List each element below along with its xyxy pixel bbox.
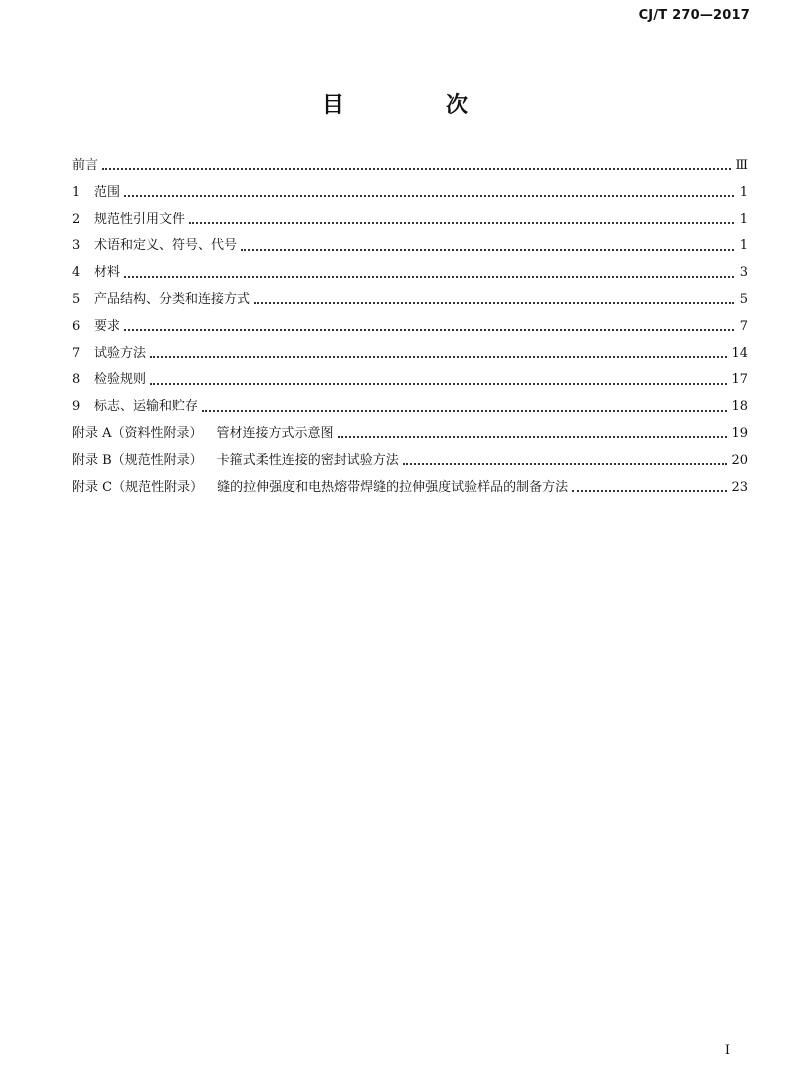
toc-page: 1 [739,211,748,227]
toc-page: 1 [739,238,748,254]
toc-number: 6 [72,318,81,334]
dot-leader [150,383,727,385]
toc-label: 检验规则 [94,372,147,388]
dot-leader [124,276,734,278]
toc-entry-2[interactable] [72,208,748,235]
toc-label: 范围 [94,184,121,200]
toc-entry-4[interactable] [72,261,748,288]
toc-entry-appendix-b[interactable] [72,449,748,476]
toc-number: 1 [72,184,81,200]
dot-leader [124,195,734,197]
toc-label: 前言 [72,158,99,173]
toc-label: 附录 B（规范性附录） [72,452,203,468]
dot-leader [338,436,728,438]
toc-label: 附录 A（资料性附录） [72,425,203,441]
dot-leader [150,356,727,358]
dot-leader [403,463,728,465]
dot-leader [241,249,734,251]
dot-leader [124,329,734,331]
toc-page: 7 [739,318,748,334]
toc-number: 9 [72,399,81,415]
toc-page: 19 [731,425,748,441]
page-number: I [724,1043,730,1058]
toc-number: 3 [72,238,81,254]
toc-entry-6[interactable] [72,315,748,342]
toc-entry-8[interactable] [72,368,748,395]
toc-entry-7[interactable] [72,342,748,369]
toc-number: 4 [72,265,81,281]
dot-leader [202,410,727,412]
toc-label: 要求 [94,318,121,334]
page-title: 目 次 [321,93,508,118]
toc-label: 产品结构、分类和连接方式 [94,291,251,307]
dot-leader [189,222,734,224]
toc-sublabel: 卡箍式柔性连接的密封试验方法 [216,452,399,468]
toc-label: 材料 [94,265,121,281]
toc-page: 5 [739,291,748,307]
toc-label: 附录 C（规范性附录） [72,479,204,495]
toc-page: Ⅲ [735,158,748,173]
toc-page: 20 [731,452,748,468]
toc-number: 8 [72,372,81,388]
toc-page: 23 [731,479,748,495]
toc-number: 2 [72,211,81,227]
toc-label: 标志、运输和贮存 [94,399,199,415]
toc-entry-appendix-c[interactable] [72,476,748,503]
toc-sublabel: 管材连接方式示意图 [216,425,334,441]
toc-number: 5 [72,291,81,307]
toc-entry-3[interactable] [72,234,748,261]
toc-entry-9[interactable] [72,395,748,422]
dot-leader [572,490,727,492]
dot-leader [254,302,734,304]
toc-number: 7 [72,345,81,361]
toc-page: 3 [739,265,748,281]
toc-page: 14 [731,345,748,361]
table-of-contents [72,154,748,502]
toc-page: 1 [739,184,748,200]
toc-label: 试验方法 [94,345,147,361]
toc-page: 17 [731,372,748,388]
toc-sublabel: 缝的拉伸强度和电热熔带焊缝的拉伸强度试验样品的制备方法 [217,479,569,495]
toc-entry-appendix-a[interactable] [72,422,748,449]
toc-page: 18 [731,399,748,415]
dot-leader [102,168,731,170]
toc-label: 术语和定义、符号、代号 [94,238,238,254]
toc-entry-foreword[interactable] [72,154,748,181]
standard-code: CJ/T 270—2017 [638,8,750,23]
toc-label: 规范性引用文件 [94,211,186,227]
toc-entry-1[interactable] [72,181,748,208]
toc-entry-5[interactable] [72,288,748,315]
